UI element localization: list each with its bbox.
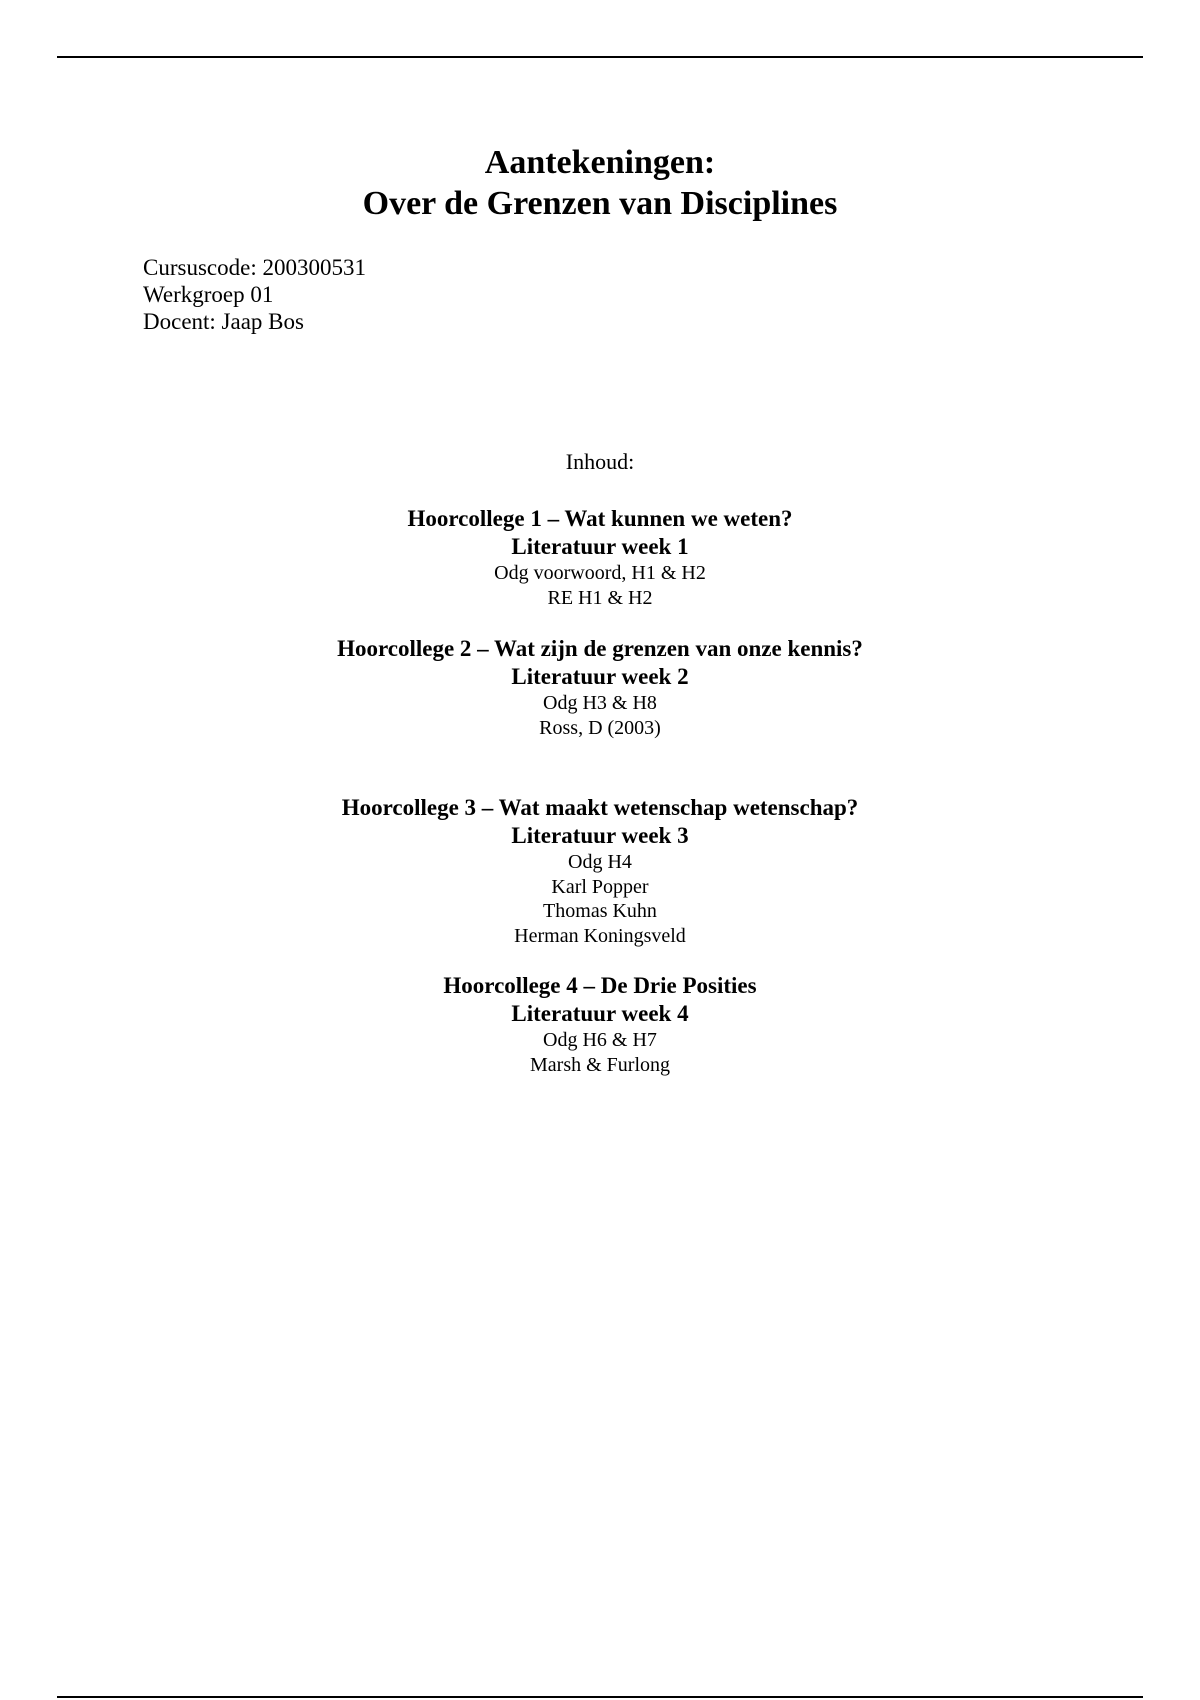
literature-heading: Literatuur week 1 [511, 534, 689, 559]
course-meta [143, 254, 366, 335]
lecture-title: Hoorcollege 2 – Wat zijn de grenzen van onze kennis? [337, 636, 863, 661]
lecture-title: Hoorcollege 3 – Wat maakt wetenschap wetenschap? [341, 795, 859, 820]
toc-section-4 [0, 972, 1200, 1077]
toc-heading: Inhoud: [565, 449, 635, 474]
title-line-1: Aantekeningen: [484, 144, 716, 181]
literature-item: Thomas Kuhn [543, 900, 657, 922]
literature-heading: Literatuur week 4 [511, 1001, 689, 1026]
toc-section-1 [0, 505, 1200, 610]
lecture-title: Hoorcollege 4 – De Drie Posities [443, 973, 757, 998]
bottom-rule [57, 1696, 1143, 1698]
toc-section-3 [0, 794, 1200, 948]
work-group: Werkgroep 01 [143, 282, 274, 307]
literature-item: Herman Koningsveld [514, 924, 686, 947]
lecture-title: Hoorcollege 1 – Wat kunnen we weten? [407, 506, 793, 531]
title-line-2: Over de Grenzen van Disciplines [362, 185, 838, 222]
literature-item: Odg voorwoord, H1 & H2 [494, 562, 706, 584]
top-rule [57, 56, 1143, 58]
literature-heading: Literatuur week 3 [511, 823, 689, 848]
literature-item: Ross, D (2003) [539, 716, 661, 739]
teacher: Docent: Jaap Bos [143, 309, 304, 334]
literature-heading: Literatuur week 2 [511, 664, 689, 689]
literature-item: Odg H3 & H8 [543, 692, 657, 714]
literature-item: Odg H6 & H7 [543, 1029, 657, 1051]
literature-item: Karl Popper [551, 875, 649, 898]
document-title [0, 142, 1200, 224]
course-code: Cursuscode: 200300531 [143, 255, 366, 280]
literature-item: RE H1 & H2 [547, 586, 653, 609]
literature-item: Odg H4 [568, 851, 632, 873]
toc-section-2 [0, 635, 1200, 740]
literature-item: Marsh & Furlong [530, 1053, 670, 1076]
